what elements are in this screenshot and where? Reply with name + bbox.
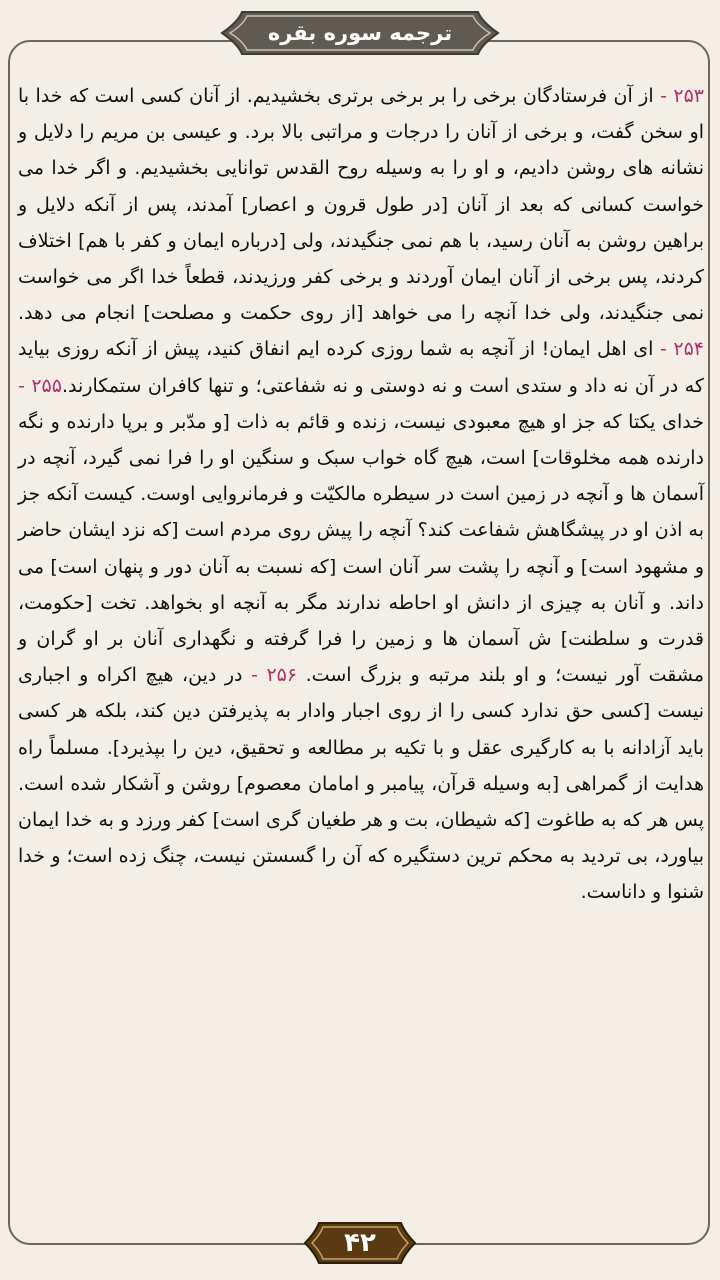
surah-title: ترجمه سوره بقره — [267, 21, 453, 45]
verse-number-255: ۲۵۵ - — [18, 374, 62, 397]
verse-number-254: ۲۵۴ - — [659, 338, 704, 361]
verse-text-256: در دین، هیچ اکراه و اجباری نیست [کسی حق ندارد کسی را از روی اجبار وادار به پذیرفتن دین کند، بلکه هر کسی باید آزادانه با به کارگیری عقل و با تکیه بر مطالعه و تحقیق، دین را بپذیرد]. مسلماً راه هدایت از گمراهی [به وسیله قرآن، پیامبر و امامان معصوم] روشن و آشکار شده است. پس هر که به طاغوت [که شیطان، بت و هر طغیان گری است] کفر ورزد و به خدا ایمان بیاورد، بی تردید به محکم ترین دستگیره که آن را گسستن نیست، چنگ زده است؛ و خدا شنوا و داناست. — [18, 664, 704, 904]
translation-body — [18, 78, 704, 911]
verse-number-253: ۲۵۳ - — [660, 85, 704, 107]
verse-text-253: از آن فرستادگان برخی را بر برخی برتری بخشیدیم. از آنان کسی است که خدا با او سخن گفت، و برخی از آنان را درجات و مراتبی بالا برد. و عیسی بن مریم را دلایل و نشانه های روشن دادیم، و او را به وسیله روح القدس توانایی بخشیدیم. و اگر خدا می خواست کسانی که بعد از آنان [در طول قرون و اعصار] آمدند، پس از آنکه دلایل و براهین روشن به آنان رسید، با هم نمی جنگیدند، ولی [درباره ایمان و کفر با هم] اختلاف کردند، پس برخی از آنان ایمان آوردند و برخی کفر ورزیدند، قطعاً خدا اگر می خواست نمی جنگیدند، ولی خدا آنچه را می خواهد [از روی حکمت و مصلحت] انجام می دهد. — [18, 85, 704, 325]
title-plate — [220, 10, 500, 56]
verse-text-255: خدای یکتا که جز او هیچ معبودی نیست، زنده و قائم به ذات [و مدّبر و برپا دارنده و نگه دارنده همه مخلوقات] است، هیچ گاه خواب سبک و سنگین او را فرا نمی گیرد، آنچه در آسمان ها و آنچه در زمین است در سیطره مالکیّت و فرمانروایی اوست. کیست آنکه جز به اذن او در پیشگاهش شفاعت کند؟ آنچه را پیش روی مردم است [که نزد ایشان حاضر و مشهود است] و آنچه را پشت سر آنان است [که نسبت به آنان دور و پنهان است] می داند. و آنان به چیزی از دانش او احاطه ندارند مگر به آنچه او بخواهد. تخت [حکومت، قدرت و سلطنت] ش آسمان ها و زمین را فرا گرفته و نگهداری آنان بر او گران و مشقت آور نیست؛ و او بلند مرتبه و بزرگ است. — [18, 410, 704, 687]
page-number: ۴۲ — [344, 1228, 376, 1258]
verse-number-256: ۲۵۶ - — [251, 664, 298, 687]
verse-text-254: ای اهل ایمان! از آنچه به شما روزی کرده ایم انفاق کنید، پیش از آنکه روزی بیاید که در آن نه داد و ستدی است و نه دوستی و نه شفاعتی؛ و تنها کافران ستمکارند. — [18, 338, 704, 397]
page-number-plate — [303, 1220, 417, 1266]
